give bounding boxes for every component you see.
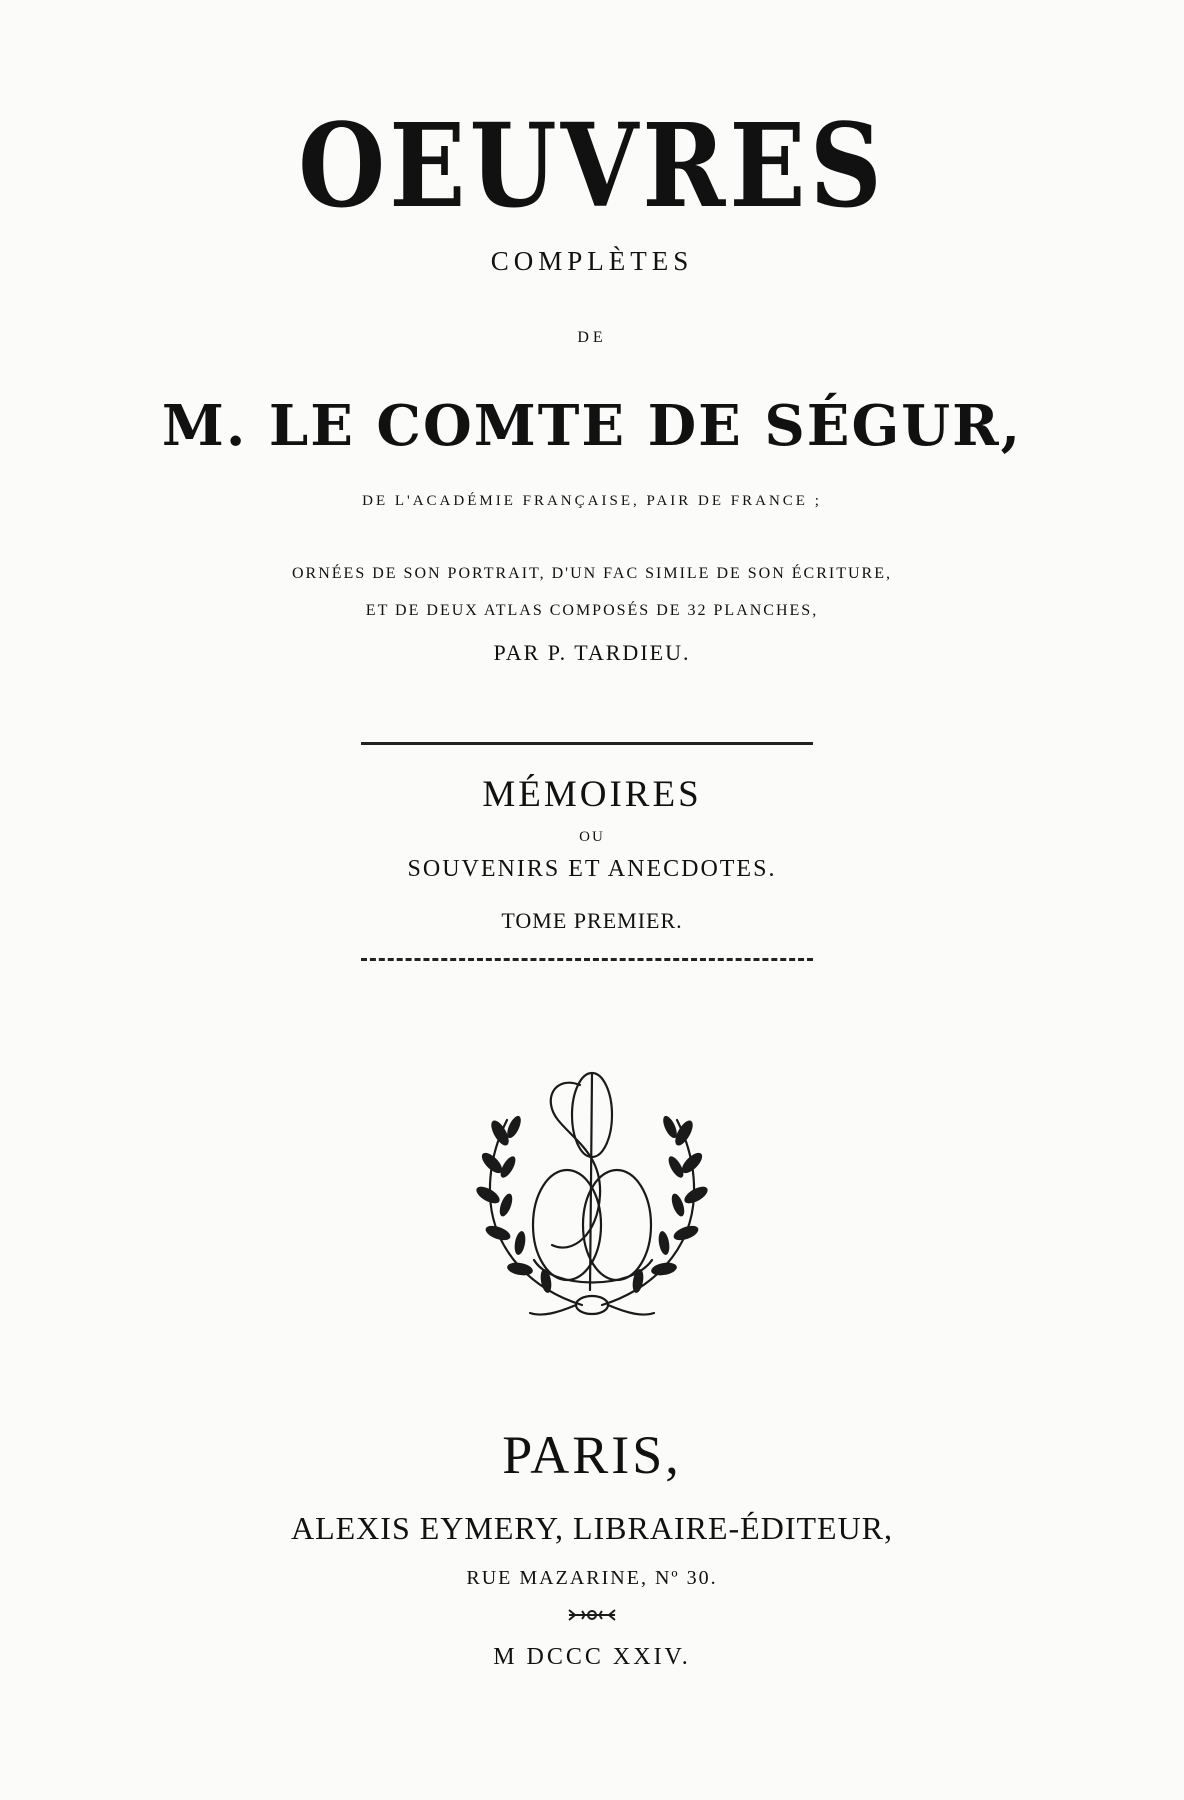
work-conjunction: OU: [579, 829, 605, 845]
imprint-address: RUE MAZARINE, Nº 30.: [466, 1567, 718, 1589]
monogram-wreath-icon: [462, 1055, 722, 1325]
main-title: OEUVRES: [298, 97, 886, 234]
title-subtitle: COMPLÈTES: [490, 246, 694, 276]
volume-label: TOME PREMIER.: [501, 908, 683, 933]
illustrator-credit: PAR P. TARDIEU.: [493, 640, 691, 665]
illustrations-note-line-1: ORNÉES DE SON PORTRAIT, D'UN FAC SIMILE DE SON ÉCRITURE,: [291, 565, 892, 582]
preposition-de: DE: [577, 329, 607, 346]
author-affiliation: DE L'ACADÉMIE FRANÇAISE, PAIR DE FRANCE ;: [362, 493, 822, 509]
lower-rule: [361, 958, 813, 961]
imprint-city: PARIS,: [502, 1425, 682, 1485]
author-name: M. LE COMTE DE SÉGUR,: [161, 393, 1023, 459]
work-title: MÉMOIRES: [482, 774, 702, 815]
upper-rule: [361, 742, 813, 745]
work-subtitle: SOUVENIRS ET ANECDOTES.: [407, 856, 777, 882]
illustrations-note-line-2: ET DE DEUX ATLAS COMPOSÉS DE 32 PLANCHES,: [365, 602, 819, 619]
printer-ornament-icon: [567, 1607, 617, 1623]
imprint-publisher: ALEXIS EYMERY, LIBRAIRE-ÉDITEUR,: [290, 1510, 894, 1546]
imprint-year: M DCCC XXIV.: [493, 1644, 691, 1670]
